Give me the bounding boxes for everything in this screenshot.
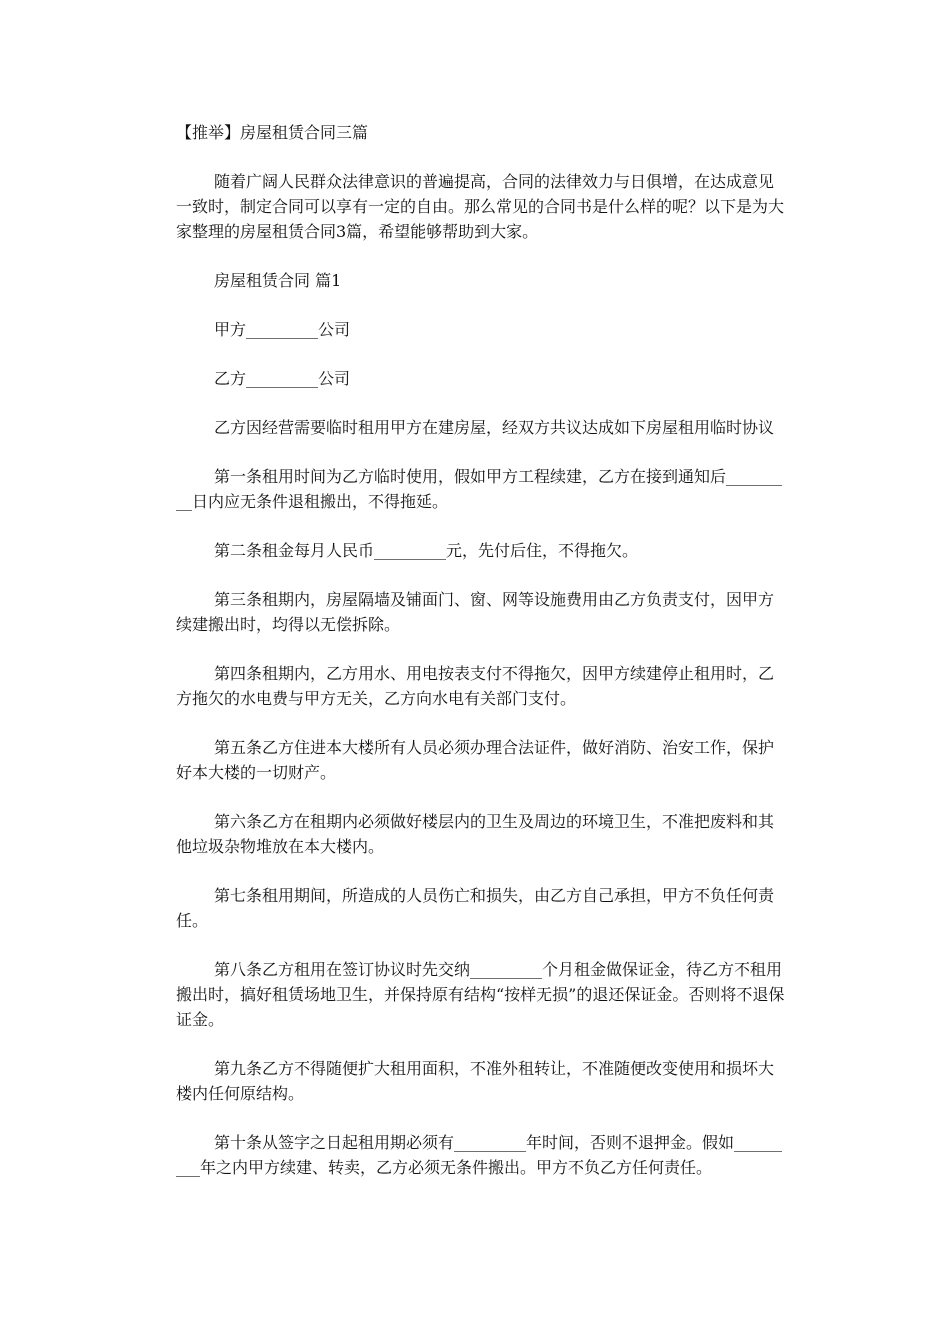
party-b-line: 乙方_________公司 bbox=[214, 369, 351, 388]
preamble-paragraph: 乙方因经营需要临时租用甲方在建房屋，经双方共议达成如下房屋租用临时协议 bbox=[214, 418, 775, 437]
clause-paragraph: 第四条租期内，乙方用水、用电按表支付不得拖欠，因甲方续建停止租用时，乙方拖欠的水电费与甲方无关，乙方向水电有关部门支付。 bbox=[176, 664, 775, 708]
clause-paragraph: 第一条租用时间为乙方临时使用，假如甲方工程续建，乙方在接到通知后_________日内应无条件退租搬出，不得拖延。 bbox=[176, 467, 783, 511]
document-page bbox=[176, 120, 786, 1204]
clause-paragraph: 第八条乙方租用在签订协议时先交纳_________个月租金做保证金，待乙方不租用搬出时，搞好租赁场地卫生，并保持原有结构“按样无损”的退还保证金。否则将不退保证金。 bbox=[176, 960, 785, 1029]
document-title: 【推举】房屋租赁合同三篇 bbox=[176, 123, 369, 142]
clause-paragraph: 第五条乙方住进本大楼所有人员必须办理合法证件，做好消防、治安工作，保护好本大楼的一切财产。 bbox=[176, 738, 775, 782]
clause-paragraph: 第九条乙方不得随便扩大租用面积，不准外租转让，不准随便改变使用和损坏大楼内任何原结构。 bbox=[176, 1059, 775, 1103]
clause-paragraph: 第十条从签字之日起租用期必须有_________年时间，否则不退押金。假如_________年之内甲方续建、转卖，乙方必须无条件搬出。甲方不负乙方任何责任。 bbox=[176, 1133, 783, 1177]
intro-paragraph: 随着广阔人民群众法律意识的普遍提高，合同的法律效力与日俱增，在达成意见一致时，制定合同可以享有一定的自由。那么常见的合同书是什么样的呢？以下是为大家整理的房屋租赁合同3篇，希望能够帮助到大家。 bbox=[176, 172, 785, 241]
clause-paragraph: 第六条乙方在租期内必须做好楼层内的卫生及周边的环境卫生，不准把废料和其他垃圾杂物堆放在本大楼内。 bbox=[176, 812, 775, 856]
party-a-line: 甲方_________公司 bbox=[214, 320, 351, 339]
section-title: 房屋租赁合同 篇1 bbox=[214, 271, 342, 290]
clause-paragraph: 第二条租金每月人民币_________元，先付后住，不得拖欠。 bbox=[214, 541, 639, 560]
clause-paragraph: 第三条租期内，房屋隔墙及铺面门、窗、网等设施费用由乙方负责支付，因甲方续建搬出时，均得以无偿拆除。 bbox=[176, 590, 775, 634]
clause-paragraph: 第七条租用期间，所造成的人员伤亡和损失，由乙方自己承担，甲方不负任何责任。 bbox=[176, 886, 775, 930]
